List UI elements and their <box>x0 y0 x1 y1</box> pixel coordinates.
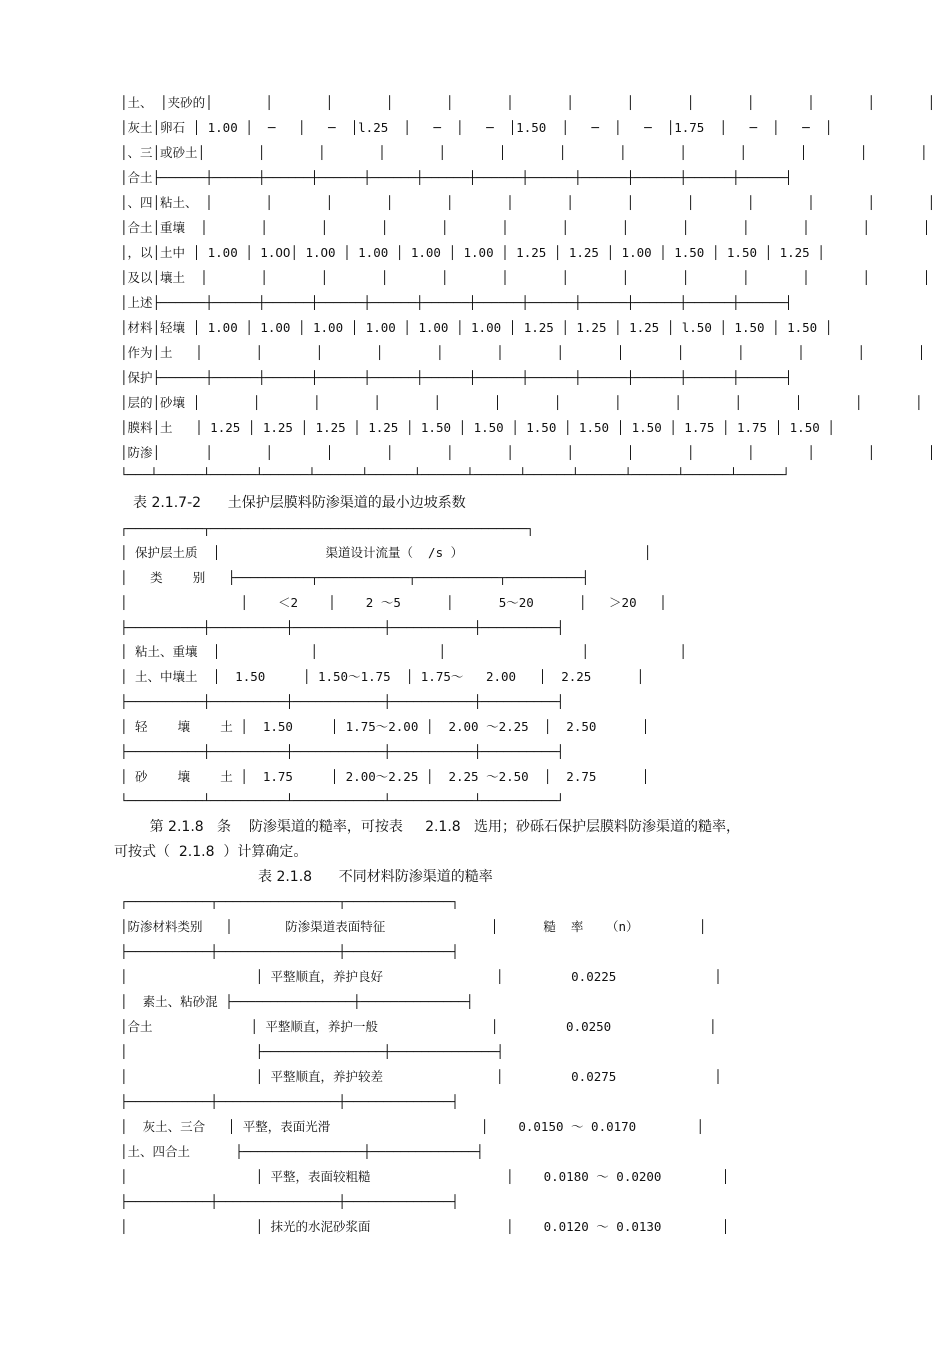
table2-line: ├──────────┼──────────┼────────────┼───────────┼──────────┤ <box>120 744 565 759</box>
table3-line: │ 素土、粘砂混 ├────────────────┼──────────────┤ <box>120 994 474 1009</box>
table2-line: │ 轻 壤 土 │ 1.50 │ 1.75～2.00 │ 2.00 ～2.25 │ 2.50 │ <box>120 719 650 734</box>
table3-line: │ │ 平整，表面较粗糙 │ 0.0180 ～ 0.0200 │ <box>120 1169 730 1184</box>
table1-line: │上述├──────┼──────┼──────┼──────┼──────┼──────┼──────┼──────┼──────┼──────┼──────┼──────┤ <box>120 295 793 310</box>
table1-line: │膜料│土 │ 1.25 │ 1.25 │ 1.25 │ 1.25 │ 1.50 │ 1.50 │ 1.50 │ 1.50 │ 1.50 │ 1.75 │ 1.75 │ 1.50 │ <box>120 420 835 435</box>
paragraph-line: 第 2.1.8 条 防渗渠道的糙率，可按表 2.1.8 选用；砂砾石保护层膜料防渗渠道的糙率， <box>114 819 741 835</box>
table2-line: │ 保护层土质 │ 渠道设计流量（ /s ） │ <box>120 545 652 560</box>
table3-line: │合土 │ 平整顺直，养护一般 │ 0.0250 │ <box>120 1019 717 1034</box>
table3-line: │ │ 平整顺直，养护良好 │ 0.0225 │ <box>120 969 722 984</box>
table3-line: ┌───────────┬────────────────┬──────────────┐ <box>120 894 459 909</box>
table1-line: │、三│或砂土│ │ │ │ │ │ │ │ │ │ │ │ │ <box>120 145 928 160</box>
table1-line: │灰土│卵石 │ 1.00 │ ─ │ ─ │l.25 │ ─ │ ─ │1.50 │ ─ │ ─ │1.75 │ ─ │ ─ │ <box>120 120 833 135</box>
table1-line: │材料│轻壤 │ 1.00 │ 1.00 │ 1.00 │ 1.00 │ 1.00 │ 1.00 │ 1.25 │ 1.25 │ 1.25 │ l.50 │ 1.50 │ 1.50 │ <box>120 320 833 335</box>
table2-line: ├──────────┼──────────┼────────────┼───────────┼──────────┤ <box>120 620 565 635</box>
table3-line: ├───────────┼────────────────┼──────────────┤ <box>120 1194 459 1209</box>
table2-caption: 表 2.1.7-2 土保护层膜料防渗渠道的最小边坡系数 <box>133 495 466 511</box>
table2-line: │ 砂 壤 土 │ 1.75 │ 2.00～2.25 │ 2.25 ～2.50 │ 2.75 │ <box>120 769 650 784</box>
table3-line: │ │ 平整顺直，养护较差 │ 0.0275 │ <box>120 1069 722 1084</box>
table2-line: │ 粘土、重壤 │ │ │ │ │ <box>120 644 687 659</box>
table3-line: │防渗材料类别 │ 防渗渠道表面特征 │ 糙 率 （n） │ <box>120 919 707 934</box>
table3-line: │ ├────────────────┼──────────────┤ <box>120 1044 504 1059</box>
table3-caption: 表 2.1.8 不同材料防渗渠道的糙率 <box>258 869 493 885</box>
table3-line: │ │ 抹光的水泥砂浆面 │ 0.0120 ～ 0.0130 │ <box>120 1219 730 1234</box>
table1-line: │合土├──────┼──────┼──────┼──────┼──────┼──────┼──────┼──────┼──────┼──────┼──────┼──────┤ <box>120 170 793 185</box>
table3-line: │土、四合土 ├────────────────┼──────────────┤ <box>120 1144 484 1159</box>
table1-line: │土、 │夹砂的│ │ │ │ │ │ │ │ │ │ │ │ │ <box>120 95 936 110</box>
paragraph-line: 可按式（ 2.1.8 ）计算确定。 <box>114 844 308 860</box>
table1-line: │合土│重壤 │ │ │ │ │ │ │ │ │ │ │ │ │ <box>120 220 931 235</box>
table2-line: │ 类 别 ├──────────┬────────────┬───────────┬──────────┤ <box>120 570 590 585</box>
table2-line: │ 土、中壤土 │ 1.50 │ 1.50～1.75 │ 1.75～ 2.00 │ 2.25 │ <box>120 669 644 684</box>
table1-line: │保护├──────┼──────┼──────┼──────┼──────┼──────┼──────┼──────┼──────┼──────┼──────┼──────┤ <box>120 370 793 385</box>
table3-line: ├───────────┼────────────────┼──────────────┤ <box>120 1094 459 1109</box>
table1-line: │层的│砂壤 │ │ │ │ │ │ │ │ │ │ │ │ │ <box>120 395 923 410</box>
table2-line: │ │ ＜2 │ 2 ～5 │ 5～20 │ ＞20 │ <box>120 595 667 610</box>
table1-line: │及以│壤土 │ │ │ │ │ │ │ │ │ │ │ │ │ <box>120 270 931 285</box>
table2-line: ┌──────────┬──────────────────────────────────────────┐ <box>120 521 534 536</box>
table1-line: └───┴──────┴──────┴──────┴──────┴──────┴──────┴──────┴──────┴──────┴──────┴──────┴──────┘ <box>120 467 790 482</box>
table3-line: ├───────────┼────────────────┼──────────────┤ <box>120 944 459 959</box>
table2-line: └──────────┴──────────┴────────────┴───────────┴──────────┘ <box>120 793 565 808</box>
table1-line: │防渗│ │ │ │ │ │ │ │ │ │ │ │ │ │ <box>120 445 936 460</box>
table1-line: │作为│土 │ │ │ │ │ │ │ │ │ │ │ │ │ <box>120 345 926 360</box>
table3-line: │ 灰土、三合 │ 平整，表面光滑 │ 0.0150 ～ 0.0170 │ <box>120 1119 704 1134</box>
table2-line: ├──────────┼──────────┼────────────┼───────────┼──────────┤ <box>120 694 565 709</box>
table1-line: │、四│粘土、 │ │ │ │ │ │ │ │ │ │ │ │ │ <box>120 195 936 210</box>
table1-line: │，以│土中 │ 1.00 │ 1.OO│ 1.O0 │ 1.00 │ 1.00 │ 1.00 │ 1.25 │ 1.25 │ 1.00 │ 1.50 │ 1.50 │ 1.25 │ <box>120 245 825 260</box>
